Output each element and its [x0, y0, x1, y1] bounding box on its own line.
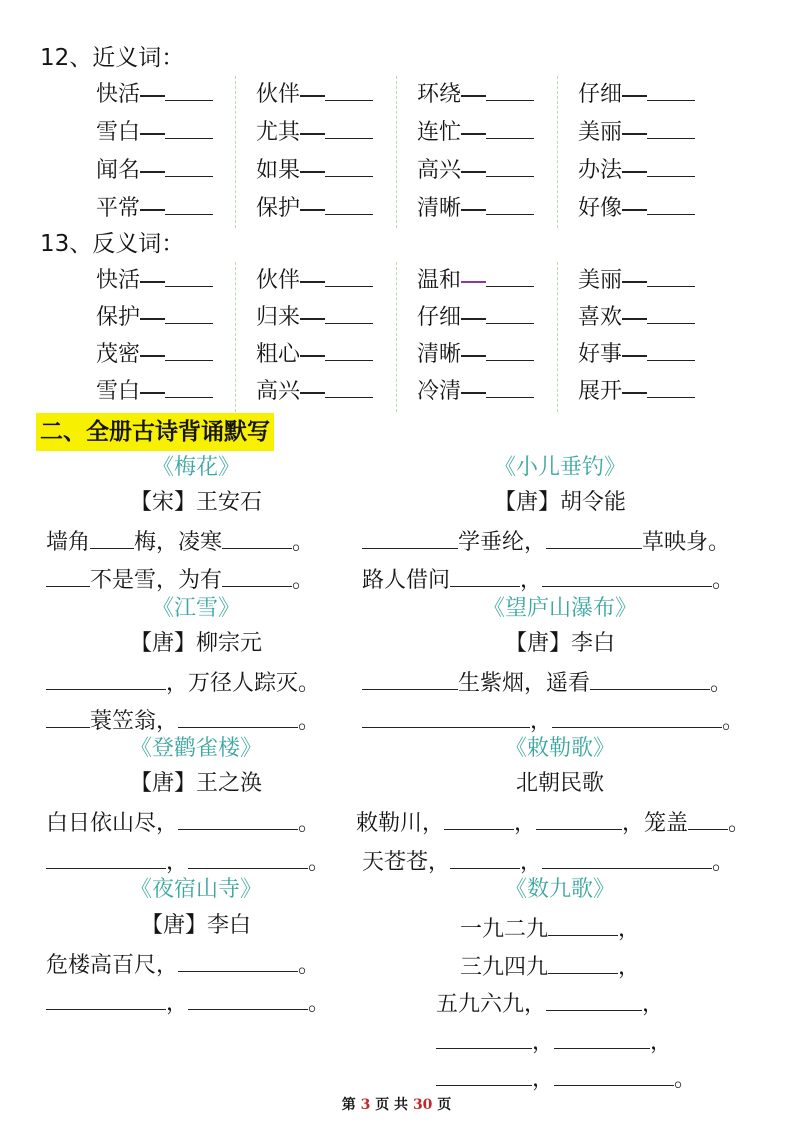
word: 美丽 — [578, 120, 623, 145]
poem-author-chile: 北朝民歌 — [515, 771, 604, 796]
answer-blank[interactable] — [165, 77, 213, 101]
poem-author-dengque: 【唐】王之涣 — [129, 771, 262, 796]
answer-blank[interactable] — [325, 191, 373, 215]
answer-blank[interactable] — [362, 666, 458, 690]
word-item — [578, 152, 728, 190]
poem-author-lushan: 【唐】李白 — [504, 631, 615, 656]
word: 好像 — [578, 196, 623, 221]
poem-author-yesu: 【唐】李白 — [140, 913, 251, 938]
word-item — [256, 299, 406, 337]
word: 高兴 — [256, 379, 301, 404]
answer-blank[interactable] — [165, 374, 213, 398]
word: 仔细 — [578, 82, 623, 107]
dash — [622, 392, 647, 394]
answer-blank[interactable] — [325, 115, 373, 139]
answer-blank[interactable] — [325, 374, 373, 398]
word-item — [417, 373, 567, 411]
dash — [140, 281, 165, 283]
answer-blank[interactable] — [548, 912, 618, 936]
dash — [300, 355, 325, 357]
poem-line: ， 。 — [46, 986, 330, 1019]
answer-blank[interactable] — [554, 1062, 674, 1086]
dash — [622, 95, 647, 97]
poem-title-jiangxue: 《江雪》 — [151, 596, 240, 621]
poem-line: 危楼高百尺， 。 — [46, 948, 320, 981]
dash — [300, 392, 325, 394]
word-item — [417, 114, 567, 152]
word: 伙伴 — [256, 268, 301, 293]
word-row — [72, 262, 732, 300]
word-row — [72, 336, 732, 374]
poem-author-meihua: 【宋】王安石 — [129, 490, 262, 515]
dash — [140, 355, 165, 357]
word: 雪白 — [96, 120, 141, 145]
word-item — [256, 76, 406, 114]
answer-blank[interactable] — [486, 263, 534, 287]
antonyms-heading: 13、反义词： — [40, 231, 185, 257]
answer-blank[interactable] — [46, 704, 90, 728]
answer-blank[interactable] — [647, 77, 695, 101]
answer-blank[interactable] — [647, 300, 695, 324]
answer-blank[interactable] — [486, 337, 534, 361]
word: 清晰 — [417, 342, 462, 367]
dash — [461, 133, 486, 135]
answer-blank[interactable] — [325, 77, 373, 101]
answer-blank[interactable] — [90, 525, 134, 549]
answer-blank[interactable] — [222, 525, 292, 549]
word-item — [417, 336, 567, 374]
answer-blank[interactable] — [46, 563, 90, 587]
page-number: 3 — [360, 1097, 371, 1113]
dash — [622, 318, 647, 320]
poem-line: ， 。 — [436, 1062, 696, 1095]
word-item — [417, 299, 567, 337]
word-item — [256, 336, 406, 374]
poem-title-lushan: 《望庐山瀑布》 — [482, 596, 637, 621]
answer-blank[interactable] — [362, 704, 530, 728]
word-item — [578, 262, 728, 300]
answer-blank[interactable] — [165, 337, 213, 361]
word: 保护 — [256, 196, 301, 221]
answer-blank[interactable] — [548, 950, 618, 974]
poem-author-xiaoer: 【唐】胡令能 — [493, 490, 626, 515]
word: 粗心 — [256, 342, 301, 367]
answer-blank[interactable] — [647, 263, 695, 287]
word: 仔细 — [417, 305, 462, 330]
dash — [140, 392, 165, 394]
answer-blank[interactable] — [188, 986, 308, 1010]
dash — [622, 209, 647, 211]
answer-blank[interactable] — [46, 666, 166, 690]
word: 平常 — [96, 196, 141, 221]
word-item — [417, 76, 567, 114]
answer-blank[interactable] — [436, 1062, 532, 1086]
word-item — [96, 114, 246, 152]
dash — [140, 95, 165, 97]
answer-blank[interactable] — [486, 153, 534, 177]
poem-line: 三九四九 ， — [460, 950, 640, 983]
answer-blank[interactable] — [188, 845, 308, 869]
word-row — [72, 190, 732, 228]
part2-title: 二、全册古诗背诵默写 — [36, 413, 274, 451]
antonyms-grid — [72, 262, 732, 412]
poem-line: ， 。 — [362, 704, 744, 737]
dash — [300, 171, 325, 173]
poem-line: 生紫烟，遥看 。 — [362, 666, 732, 699]
word: 冷清 — [417, 379, 462, 404]
word: 闻名 — [96, 158, 141, 183]
dash — [461, 318, 486, 320]
dash — [140, 318, 165, 320]
answer-blank[interactable] — [590, 666, 710, 690]
answer-blank[interactable] — [647, 153, 695, 177]
answer-blank[interactable] — [165, 115, 213, 139]
word: 喜欢 — [578, 305, 623, 330]
poem-line: 天苍苍， ， 。 — [362, 845, 734, 878]
word: 伙伴 — [256, 82, 301, 107]
page-footer: 第 3 页 共 30 页 — [341, 1097, 452, 1113]
word-item — [256, 262, 406, 300]
word-item — [96, 336, 246, 374]
word-item — [96, 262, 246, 300]
word-item — [578, 336, 728, 374]
dash — [461, 209, 486, 211]
dash — [300, 318, 325, 320]
answer-blank[interactable] — [178, 704, 298, 728]
word-row — [72, 152, 732, 190]
word: 美丽 — [578, 268, 623, 293]
answer-blank[interactable] — [165, 263, 213, 287]
word-item — [256, 114, 406, 152]
word-item — [256, 190, 406, 228]
word-item — [256, 152, 406, 190]
answer-blank[interactable] — [647, 337, 695, 361]
word-item — [417, 262, 567, 300]
word: 展开 — [578, 379, 623, 404]
synonyms-heading: 12、近义词： — [40, 45, 185, 71]
poem-line: 白日依山尽， 。 — [46, 806, 320, 839]
dash — [140, 133, 165, 135]
answer-blank[interactable] — [436, 1025, 532, 1049]
word-item — [578, 299, 728, 337]
word: 温和 — [417, 268, 462, 293]
word-item — [578, 76, 728, 114]
answer-blank[interactable] — [362, 525, 458, 549]
word-item — [96, 299, 246, 337]
answer-blank[interactable] — [688, 806, 728, 830]
answer-blank[interactable] — [536, 806, 622, 830]
poem-title-chile: 《敕勒歌》 — [504, 736, 615, 761]
word: 环绕 — [417, 82, 462, 107]
answer-blank[interactable] — [486, 191, 534, 215]
word: 办法 — [578, 158, 623, 183]
poem-author-jiangxue: 【唐】柳宗元 — [129, 631, 262, 656]
word: 茂密 — [96, 342, 141, 367]
dash — [622, 133, 647, 135]
answer-blank[interactable] — [450, 845, 520, 869]
answer-blank[interactable] — [178, 806, 298, 830]
word: 清晰 — [417, 196, 462, 221]
poem-line: 不是雪，为有 。 — [46, 563, 314, 596]
poem-title-dengque: 《登鹳雀楼》 — [129, 736, 262, 761]
poem-title-xiaoer: 《小儿垂钓》 — [493, 455, 626, 480]
poem-line: 一九二九 ， — [460, 912, 640, 945]
word: 连忙 — [417, 120, 462, 145]
dash — [622, 355, 647, 357]
dash — [461, 171, 486, 173]
answer-blank[interactable] — [325, 300, 373, 324]
answer-blank[interactable] — [450, 563, 520, 587]
word-item — [256, 373, 406, 411]
dash — [300, 281, 325, 283]
answer-blank[interactable] — [486, 115, 534, 139]
poem-line: 敕勒川， ， ，笼盖 。 — [356, 806, 750, 839]
dash — [461, 355, 486, 357]
poem-line: 五九六九， ， — [436, 987, 664, 1020]
word-row — [72, 76, 732, 114]
answer-blank[interactable] — [486, 300, 534, 324]
word: 雪白 — [96, 379, 141, 404]
answer-blank[interactable] — [486, 374, 534, 398]
word-row — [72, 114, 732, 152]
dash — [622, 171, 647, 173]
dash — [300, 95, 325, 97]
word: 归来 — [256, 305, 301, 330]
page-total: 30 — [412, 1097, 433, 1113]
answer-blank[interactable] — [552, 704, 722, 728]
poem-line: 墙角 梅，凌寒 。 — [46, 525, 314, 558]
dash — [461, 281, 486, 283]
answer-blank[interactable] — [165, 153, 213, 177]
word-item — [96, 190, 246, 228]
answer-blank[interactable] — [165, 300, 213, 324]
answer-blank[interactable] — [178, 948, 298, 972]
answer-blank[interactable] — [486, 77, 534, 101]
word-item — [96, 76, 246, 114]
dash — [140, 171, 165, 173]
synonyms-grid — [72, 76, 732, 228]
answer-blank[interactable] — [325, 337, 373, 361]
answer-blank[interactable] — [554, 1025, 650, 1049]
word-item — [578, 190, 728, 228]
word-row — [72, 373, 732, 411]
word: 如果 — [256, 158, 301, 183]
answer-blank[interactable] — [46, 986, 166, 1010]
answer-blank[interactable] — [542, 845, 712, 869]
dash — [140, 209, 165, 211]
poem-line: ， 。 — [46, 845, 330, 878]
answer-blank[interactable] — [444, 806, 514, 830]
word: 高兴 — [417, 158, 462, 183]
word: 尤其 — [256, 120, 301, 145]
poem-title-meihua: 《梅花》 — [151, 455, 240, 480]
answer-blank[interactable] — [165, 191, 213, 215]
answer-blank[interactable] — [46, 845, 166, 869]
dash — [300, 133, 325, 135]
word-item — [96, 152, 246, 190]
word: 快活 — [96, 268, 141, 293]
answer-blank[interactable] — [325, 153, 373, 177]
answer-blank[interactable] — [325, 263, 373, 287]
answer-blank[interactable] — [647, 115, 695, 139]
word-item — [578, 373, 728, 411]
dash — [461, 95, 486, 97]
word: 快活 — [96, 82, 141, 107]
poem-line: ， ， — [436, 1025, 672, 1058]
word-item — [578, 114, 728, 152]
word-item — [96, 373, 246, 411]
dash — [461, 392, 486, 394]
word: 保护 — [96, 305, 141, 330]
poem-line: ，万径人踪灭。 — [46, 666, 320, 699]
answer-blank[interactable] — [222, 563, 292, 587]
answer-blank[interactable] — [546, 525, 642, 549]
word-row — [72, 299, 732, 337]
poem-title-yesu: 《夜宿山寺》 — [129, 877, 262, 902]
word-item — [417, 190, 567, 228]
poem-line: 学垂纶， 草映身。 — [362, 525, 730, 558]
poem-line: 蓑笠翁， 。 — [46, 704, 320, 737]
word-item — [417, 152, 567, 190]
dash — [622, 281, 647, 283]
poem-line: 路人借问 ， 。 — [362, 563, 734, 596]
word: 好事 — [578, 342, 623, 367]
answer-blank[interactable] — [647, 374, 695, 398]
poem-title-shujiu: 《数九歌》 — [504, 877, 615, 902]
dash — [300, 209, 325, 211]
answer-blank[interactable] — [546, 987, 642, 1011]
answer-blank[interactable] — [542, 563, 712, 587]
answer-blank[interactable] — [647, 191, 695, 215]
